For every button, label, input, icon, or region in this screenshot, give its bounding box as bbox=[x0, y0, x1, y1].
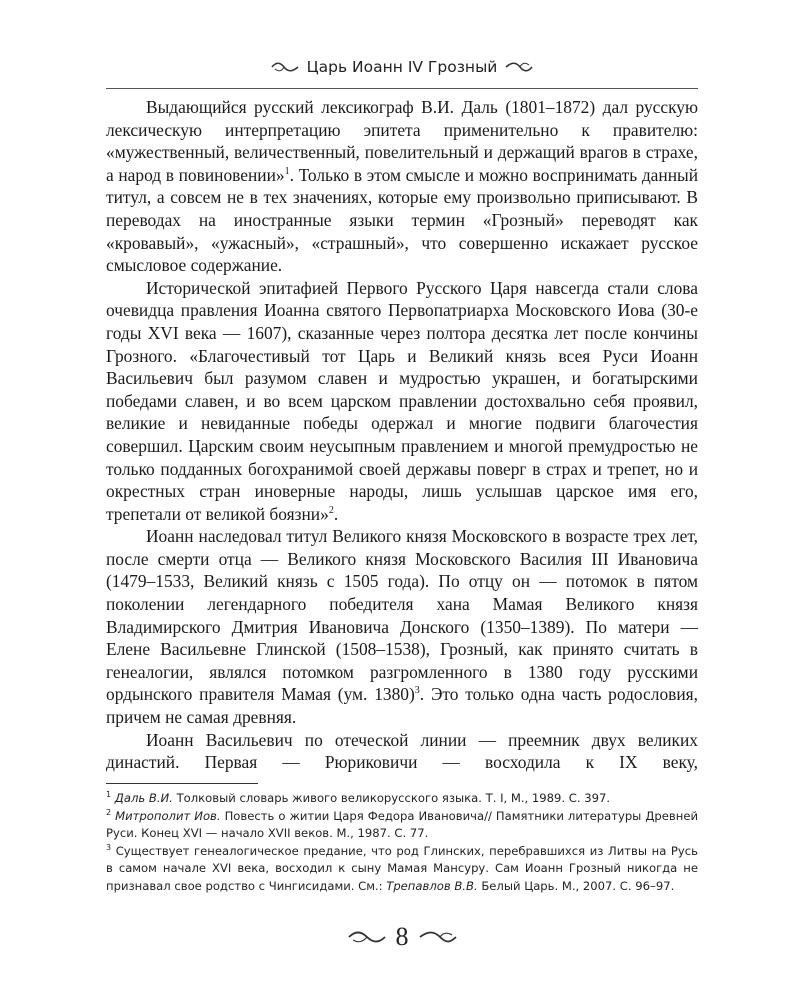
paragraph-text: Исторической эпитафией Первого Русского Царя навсегда стали слова очевидца правления Иоанна святого Первопатриарха Московского Иова (30-е годы XVI века — 1607), сказанные через полтора десятка лет после кончины Грозного. «Благочестивый тот Царь и Великий князь всея Руси Иоанн Васильевич был разумом славен и мудростью украшен, и богатырскими победами славен, и во всем царском правлении достохвально себя проявил, великие и невиданные победы одержал и многие подвиги благочестия совершил. Царским своим неусыпным правлением и многой премудростью не только подданных богохранимой своей державы поверг в страх и трепет, но и окрестных стран иноверные народы, лишь услышав царское имя его, трепетали от великой боязни» bbox=[106, 277, 698, 524]
footnote-number: 1 bbox=[106, 790, 112, 800]
footnote-number: 3 bbox=[106, 842, 112, 852]
footnote-text: Повесть о житии Царя Федора Ивановича// Памятники литературы Древней Руси. Конец XVI — начало XVII веков. М., 1987. С. 77. bbox=[106, 808, 698, 841]
left-swash-ornament bbox=[271, 61, 299, 73]
paragraph-text: Только в этом смысле и можно воспринимать данный титул, а совсем не в тех значениях, которые ему произвольно приписывают. В переводах на иностранные языки термин «Грозный» переводят как «кровавый», «ужасный», «страшный», что совершенно искажает русское смысловое содержание. bbox=[106, 164, 698, 276]
paragraph-text: Иоанн наследовал титул Великого князя Московского в возрасте трех лет, после смерти отца — Великого князя Московского Василия III Ивановича (1479–1533, Великий князь с 1505 года). По отцу он — потомок в пятом поколении легендарного победителя хана Мамая Великого князя Владимирского Дмитрия Ивановича Донского (1350–1389). По матери — Елене Васильевне Глинской (1508–1538), Грозный, как принято считать в генеалогии, являлся потомком разгромленного в 1380 году русскими ордынского правителя Мамая (ум. 1380) bbox=[106, 526, 698, 705]
footnote-text: Толковый словарь живого великорусского языка. Т. I, М., 1989. С. 397. bbox=[176, 791, 611, 805]
paragraph-text: Это только одна часть родословия, причем не самая древняя. bbox=[106, 684, 698, 728]
paragraph: Иоанн наследовал титул Великого князя Московского в возрасте трех лет, после смерти отца — Великого князя Московского Василия III Ивановича (1479–1533, Великий князь с 1505 года). По отцу он — потомок в пятом поколении легендарного победителя хана Мамая Великого князя Владимирского Дмитрия Ивановича Донского (1350–1389). По матери — Елене Васильевне Глинской (1508–1538), Грозный, как принято считать в генеалогии, являлся потомком разгромленного в 1380 году русскими ордынского правителя Мамая (ум. 1380)$^3$. Это только одна часть родословия, причем не самая древняя. bbox=[106, 526, 698, 728]
footnote-number: 2 bbox=[106, 807, 112, 817]
footnote-text: Белый Царь. М., 2007. С. 96–97. bbox=[481, 878, 675, 893]
page-number-area bbox=[106, 922, 698, 952]
left-swash-ornament bbox=[348, 930, 386, 944]
footnotes bbox=[106, 790, 698, 896]
main-text bbox=[106, 96, 698, 774]
right-swash-ornament bbox=[505, 61, 533, 73]
footnote-author: Митрополит Иов. bbox=[115, 808, 221, 823]
footnote-ref: 1 bbox=[284, 165, 290, 177]
header-rule bbox=[106, 88, 698, 89]
footnote-ref: 3 bbox=[414, 685, 420, 697]
footnote bbox=[106, 843, 698, 896]
footnote-author: Трепавлов В.В. bbox=[386, 878, 478, 893]
footnote bbox=[106, 790, 698, 808]
footnote-author: Даль В.И. bbox=[114, 791, 173, 805]
footnote bbox=[106, 808, 698, 843]
paragraph-text: Выдающийся русский лексикограф В.И. Даль (1801–1872) дал русскую лексическую интерпретацию эпитета применительно к правителю: «мужественный, величественный, повелительный и держащий врагов в страхе, а народ в повиновении» bbox=[106, 97, 698, 185]
footnote-text: Существует генеалогическое предание, что род Глинских, перебравшихся из Литвы на Русь в самом начале XVI века, восходил к сыну Мамая Мансуру. Сам Иоанн Грозный никогда не признавал свое родство с Чингисидами. См.: bbox=[106, 843, 698, 893]
footnote-rule bbox=[106, 783, 258, 784]
running-head bbox=[106, 58, 698, 76]
paragraph: Исторической эпитафией Первого Русского Царя навсегда стали слова очевидца правления Иоанна святого Первопатриарха Московского Иова (30-е годы XVI века — 1607), сказанные через полтора десятка лет после кончины Грозного. «Благочестивый тот Царь и Великий князь всея Руси Иоанн Васильевич был разумом славен и мудростью украшен, и богатырскими победами славен, и во всем царском правлении достохвально себя проявил, великие и невиданные победы одержал и многие подвиги благочестия совершил. Царским своим неусыпным правлением и многой премудростью не только подданных богохранимой своей державы поверг в страх и трепет, но и окрестных стран иноверные народы, лишь услышав царское имя его, трепетали от великой боязни»$^2$. bbox=[106, 277, 698, 524]
running-title: Царь Иоанн IV Грозный bbox=[306, 58, 498, 76]
paragraph: Иоанн Васильевич по отеческой линии — преемник двух великих династий. Первая — Рюриковичи — восходила к IX веку, bbox=[106, 729, 698, 773]
paragraph: Выдающийся русский лексикограф В.И. Даль (1801–1872) дал русскую лексическую интерпретацию эпитета применительно к правителю: «мужественный, величественный, повелительный и держащий врагов в страхе, а народ в повиновении»$^1$. Только в этом смысле и можно воспринимать данный титул, а совсем не в тех значениях, которые ему произвольно приписывают. В переводах на иностранные языки термин «Грозный» переводят как «кровавый», «ужасный», «страшный», что совершенно искажает русское смысловое содержание. bbox=[106, 97, 698, 276]
footnote-ref: 2 bbox=[328, 504, 334, 516]
right-swash-ornament bbox=[419, 930, 457, 944]
page-number: 8 bbox=[395, 922, 409, 951]
